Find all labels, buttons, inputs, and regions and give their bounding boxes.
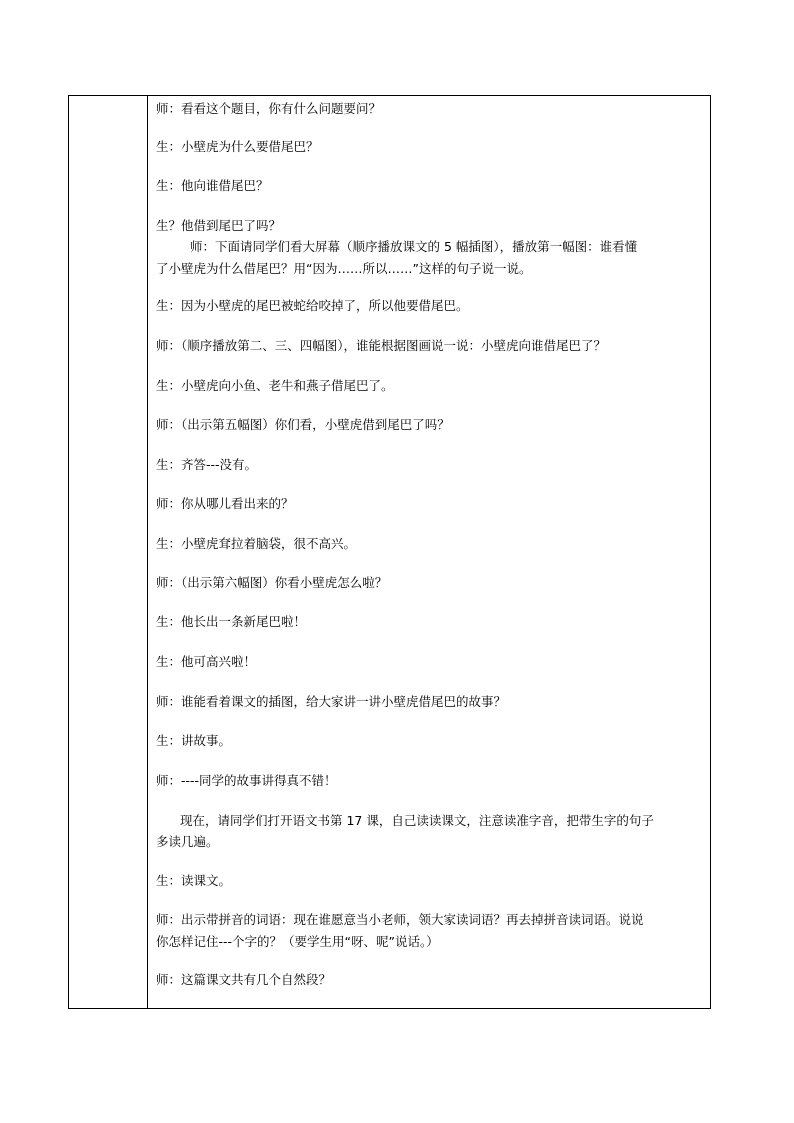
dialogue-line: 生？他借到尾巴了吗？ xyxy=(156,218,282,233)
dialogue-line: 师：（顺序播放第二、三、四幅图），谁能根据图画说一说：小壁虎向谁借尾巴了？ xyxy=(156,338,607,353)
dialogue-line: 你怎样记住---个字的？（要学生用“呀、呢”说话。） xyxy=(156,934,439,949)
dialogue-line: 生：齐答---没有。 xyxy=(156,457,258,472)
table-content-column xyxy=(148,96,710,1008)
dialogue-line: 生：他向谁借尾巴？ xyxy=(156,178,269,193)
dialogue-line: 师：你从哪儿看出来的？ xyxy=(156,496,294,511)
dialogue-line: 师：谁能看着课文的插图，给大家讲一讲小壁虎借尾巴的故事？ xyxy=(156,694,507,709)
dialogue-line: 师：（出示第六幅图）你看小壁虎怎么啦？ xyxy=(156,575,388,590)
dialogue-line: 师：下面请同学们看大屏幕（顺序播放课文的 5 幅插图），播放第一幅图：谁看懂 xyxy=(190,239,638,254)
dialogue-line: 生：小壁虎为什么要借尾巴？ xyxy=(156,139,319,154)
dialogue-line: 生：他可高兴啦！ xyxy=(156,654,257,669)
lesson-table xyxy=(68,95,711,1009)
dialogue-line: 生：他长出一条新尾巴啦！ xyxy=(156,614,307,629)
dialogue-line: 了小壁虎为什么借尾巴？用“因为……所以……”这样的句子说一说。 xyxy=(156,261,532,276)
dialogue-line: 生：读课文。 xyxy=(156,873,232,888)
dialogue-line: 生：小壁虎向小鱼、老牛和燕子借尾巴了。 xyxy=(156,378,394,393)
dialogue-line: 生：小壁虎耷拉着脑袋，很不高兴。 xyxy=(156,536,357,551)
dialogue-line: 师：（出示第五幅图）你们看，小壁虎借到尾巴了吗？ xyxy=(156,417,450,432)
dialogue-line: 生：讲故事。 xyxy=(156,733,232,748)
dialogue-line: 师：这篇课文共有几个自然段？ xyxy=(156,972,332,987)
dialogue-line: 现在，请同学们打开语文书第 17 课，自己读读课文，注意读准字音，把带生字的句子 xyxy=(180,813,654,828)
table-left-column xyxy=(69,96,148,1008)
dialogue-line: 师：看看这个题目，你有什么问题要问？ xyxy=(156,101,382,116)
dialogue-line: 师：----同学的故事讲得真不错！ xyxy=(156,773,337,788)
dialogue-line: 师：出示带拼音的词语：现在谁愿意当小老师，领大家读词语？再去掉拼音读词语。说说 xyxy=(156,912,644,927)
dialogue-line: 生：因为小壁虎的尾巴被蛇给咬掉了，所以他要借尾巴。 xyxy=(156,298,469,313)
dialogue-line: 多读几遍。 xyxy=(156,834,219,849)
